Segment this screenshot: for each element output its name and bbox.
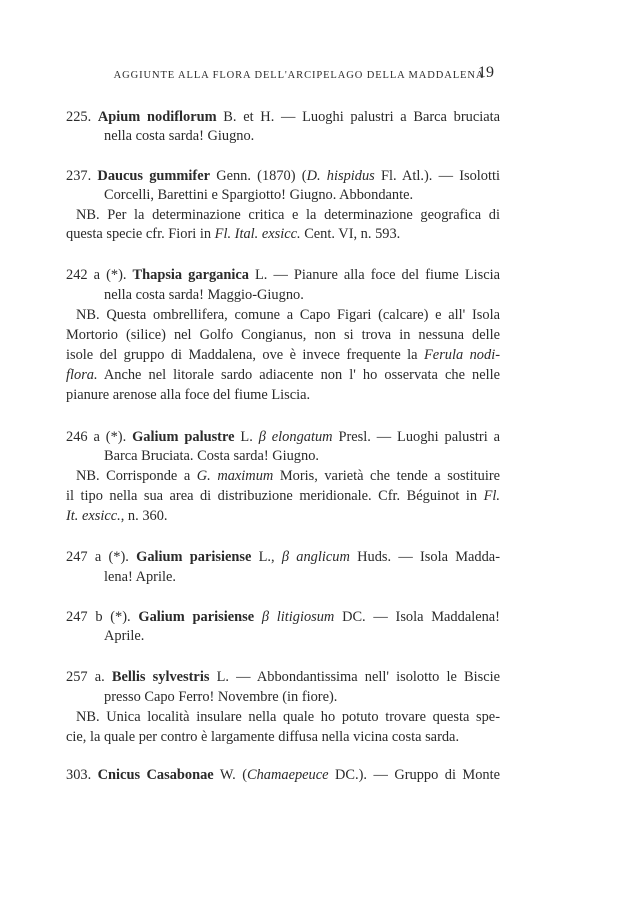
species-italic: Ferula nodi- — [424, 347, 500, 363]
page-number: 19 — [478, 64, 494, 81]
variety: β litigiosum — [261, 609, 335, 625]
entry-247b-line1 — [66, 608, 500, 626]
running-header: AGGIUNTE ALLA FLORA DELL'ARCIPELAGO DELLA MADDALENA — [113, 70, 485, 81]
species-name: Galium palustre — [132, 429, 235, 445]
entry-text: B. et H. — Luoghi palustri a Barca bruciata — [216, 109, 500, 125]
entry-text: NB. Corrisponde a — [76, 468, 197, 484]
entry-number: 242 a (*). — [66, 267, 127, 283]
entry-303-line1 — [66, 766, 500, 784]
citation: Fl. Ital. exsicc. — [214, 226, 301, 242]
entry-246-line2: Barca Bruciata. Costa sarda! Giugno. — [104, 448, 319, 464]
entry-237-nb2 — [66, 225, 400, 243]
entry-225-line2: nella costa sarda! Giugno. — [104, 128, 255, 144]
entry-text: L., — [251, 549, 282, 565]
entry-242-nb2: Mortorio (silice) nel Golfo Congianus, non si trova in nessuna delle — [66, 327, 500, 343]
entry-number: 247 b (*). — [66, 609, 131, 625]
synonym: Chamaepeuce — [247, 767, 329, 783]
entry-246-nb3 — [66, 507, 168, 525]
entry-text: L. — Pianure alla foce del fiume Liscia — [248, 267, 500, 283]
entry-242-nb3 — [66, 346, 500, 364]
citation: Fl. — [483, 488, 501, 504]
entry-237-line1 — [66, 167, 500, 185]
entry-242-nb4 — [66, 366, 500, 384]
variety: β anglicum — [281, 549, 350, 565]
entry-text: W. ( — [213, 767, 248, 783]
entry-number: 237. — [66, 168, 92, 184]
entry-text: Genn. (1870) ( — [209, 168, 307, 184]
entry-number: 246 a (*). — [66, 429, 127, 445]
entry-number: 247 a (*). — [66, 549, 129, 565]
entry-text: questa specie cfr. Fiori in — [66, 226, 215, 242]
entry-225-line1 — [66, 108, 500, 126]
entry-246-nb2 — [66, 487, 500, 505]
entry-text: , n. 360. — [120, 508, 168, 524]
entry-237-line2: Corcelli, Barettini e Spargiotto! Giugno. Abbondante. — [104, 187, 414, 203]
entry-number: 257 a. — [66, 669, 105, 685]
entry-257-nb2: cie, la quale per contro è largamente diffusa nella vicina costa sarda. — [66, 729, 460, 745]
entry-text: Cent. VI, n. 593. — [300, 226, 401, 242]
species-name: Bellis sylvestris — [111, 669, 210, 685]
entry-text: Anche nel litorale sardo adiacente non l' ho osservata che nelle — [97, 367, 500, 383]
species-italic: G. maximum — [196, 468, 274, 484]
entry-242-nb5: pianure arenose alla foce del fiume Liscia. — [66, 387, 311, 403]
entry-257-nb1: NB. Unica località insulare nella quale ho potuto trovare questa spe- — [76, 709, 500, 725]
species-name: Galium parisiense — [136, 549, 252, 565]
entry-237-nb1: NB. Per la determinazione critica e la determinazione geografica di — [76, 207, 500, 223]
entry-text: Moris, varietà che tende a sostituire — [273, 468, 500, 484]
entry-text: Fl. Atl.). — Isolotti — [374, 168, 500, 184]
entry-text: DC. — Isola Maddalena! — [334, 609, 500, 625]
entry-242-line1 — [66, 266, 500, 284]
entry-246-nb1 — [76, 467, 500, 485]
entry-text: L. — Abbondantissima nell' isolotto le Biscie — [209, 669, 500, 685]
variety: β elongatum — [258, 429, 333, 445]
entry-number: 225. — [66, 109, 92, 125]
species-name: Thapsia garganica — [132, 267, 249, 283]
entry-text: DC.). — Gruppo di Monte — [328, 767, 500, 783]
entry-247a-line1 — [66, 548, 500, 566]
species-italic: flora. — [66, 367, 98, 383]
entry-text: L. — [234, 429, 259, 445]
entry-text: il tipo nella sua area di distribuzione meridionale. Cfr. Béguinot in — [66, 488, 478, 504]
entry-257-line2: presso Capo Ferro! Novembre (in fiore). — [104, 689, 338, 705]
species-name: Galium parisiense — [138, 609, 255, 625]
entry-242-nb1: NB. Questa ombrellifera, comune a Capo Figari (calcare) e all' Isola — [76, 307, 500, 323]
entry-text: Presl. — Luoghi palustri a — [332, 429, 500, 445]
species-name: Cnicus Casabonae — [97, 767, 214, 783]
species-name: Daucus gummifer — [97, 168, 210, 184]
entry-247b-line2: Aprile. — [104, 628, 145, 644]
entry-247a-line2: lena! Aprile. — [104, 569, 176, 585]
entry-text: Huds. — Isola Madda- — [349, 549, 500, 565]
species-name: Apium nodiflorum — [97, 109, 217, 125]
synonym: D. hispidus — [306, 168, 375, 184]
entry-257-line1 — [66, 668, 500, 686]
citation: It. exsicc. — [66, 508, 121, 524]
entry-242-line2: nella costa sarda! Maggio-Giugno. — [104, 287, 304, 303]
entry-text: isole del gruppo di Maddalena, ove è invece frequente la — [66, 347, 418, 363]
entry-246-line1 — [66, 428, 500, 446]
entry-number: 303. — [66, 767, 92, 783]
